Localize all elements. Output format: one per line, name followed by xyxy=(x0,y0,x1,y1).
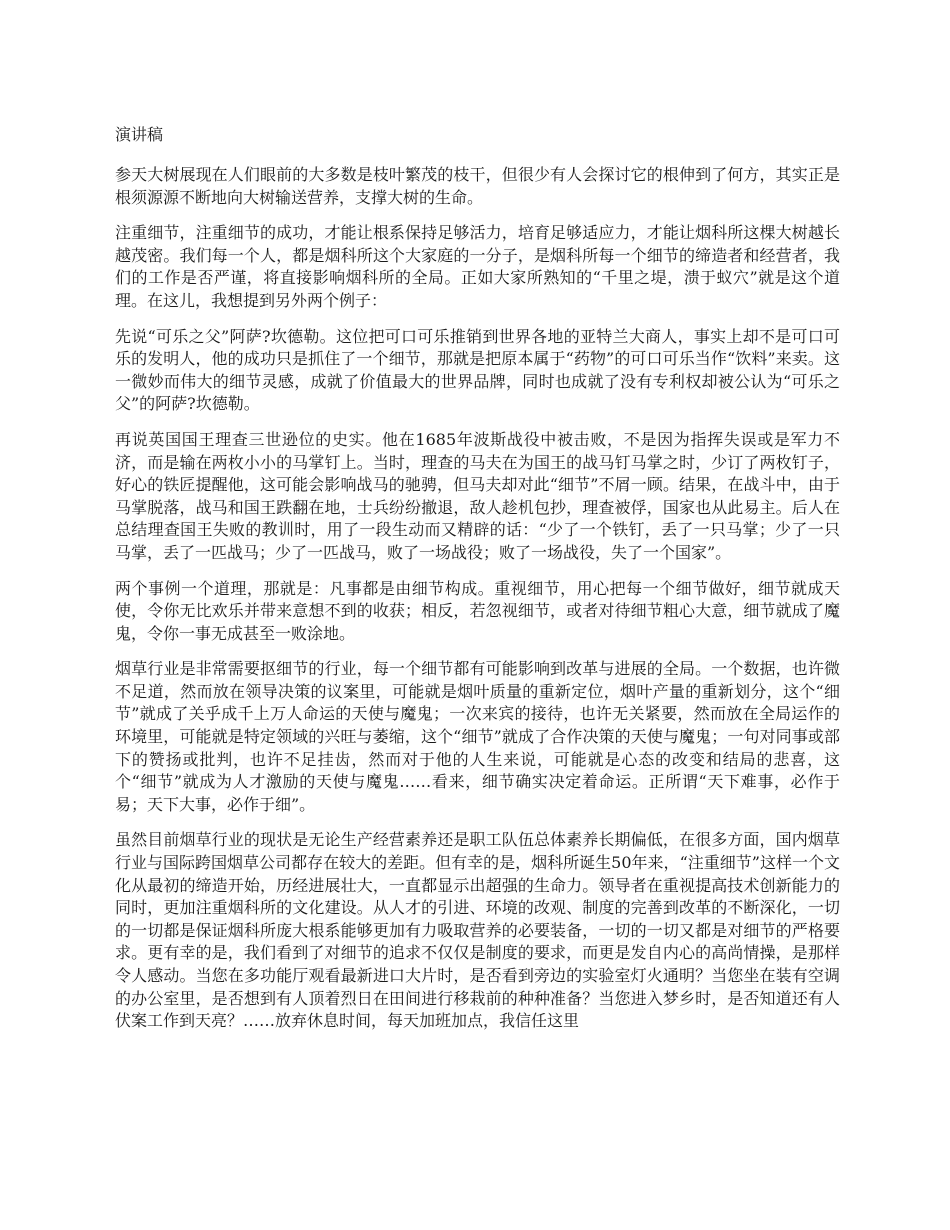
document-page xyxy=(115,122,840,1046)
paragraph-intro: 参天大树展现在人们眼前的大多数是枝叶繁茂的枝干，但很少有人会探讨它的根伸到了何方，其实正是根须源源不断地向大树输送营养，支撑大树的生命。 xyxy=(115,165,840,207)
paragraph-lesson: 两个事例一个道理，那就是：凡事都是由细节构成。重视细节，用心把每一个细节做好，细节就成天使，令你无比欢乐并带来意想不到的收获；相反，若忽视细节，或者对待细节粗心大意，细节就成了魔鬼，令你一事无成甚至一败涂地。 xyxy=(115,578,840,643)
paragraph-richard-iii-example: 再说英国国王理查三世逊位的史实。他在1685年波斯战役中被击败，不是因为指挥失误或是军力不济，而是输在两枚小小的马掌钉上。当时，理查的马夫在为国王的战马钉马掌之时，少订了两枚钉子，好心的铁匠提醒他，这可能会影响战马的驰骋，但马夫却对此“细节”不屑一顾。结果，在战斗中，由于马掌脱落，战马和国王跌翻在地，士兵纷纷撤退，敌人趁机包抄，理查被俘，国家也从此易主。后人在总结理查国王失败的教训时，用了一段生动而又精辟的话：“少了一个铁钉，丢了一只马掌；少了一只马掌，丢了一匹战马；少了一匹战马，败了一场战役；败了一场战役，失了一个国家”。 xyxy=(115,429,840,562)
paragraph-coca-cola-example: 先说“可乐之父”阿萨?坎德勒。这位把可口可乐推销到世界各地的亚特兰大商人，事实上却不是可口可乐的发明人，他的成功只是抓住了一个细节，那就是把原本属于“药物”的可口可乐当作“饮料”来卖。这一微妙而伟大的细节灵感，成就了价值最大的世界品牌，同时也成就了没有专利权却被公认为“可乐之父”的阿萨?坎德勒。 xyxy=(115,326,840,414)
paragraph-attention-to-detail: 注重细节，注重细节的成功，才能让根系保持足够活力，培育足够适应力，才能让烟科所这棵大树越长越茂密。我们每一个人，都是烟科所这个大家庭的一分子，是烟科所每一个细节的缔造者和经营者，我们的工作是否严谨，将直接影响烟科所的全局。正如大家所熟知的“千里之堤，溃于蚁穴”就是这个道理。在这儿，我想提到另外两个例子： xyxy=(115,223,840,310)
paragraph-institute-culture: 虽然目前烟草行业的现状是无论生产经营素养还是职工队伍总体素养长期偏低，在很多方面，国内烟草行业与国际跨国烟草公司都存在较大的差距。但有幸的是，烟科所诞生50年来，“注重细节”这样一个文化从最初的缔造开始，历经进展壮大，一直都显示出超强的生命力。领导者在重视提高技术创新能力的同时，更加注重烟科所的文化建设。从人才的引进、环境的改观、制度的完善到改革的不断深化，一切的一切都是保证烟科所庞大根系能够更加有力吸取营养的必要装备，一切的一切又都是对细节的严格要求。更有幸的是，我们看到了对细节的追求不仅仅是制度的要求，而更是发自内心的高尚情操，是那样令人感动。当您在多功能厅观看最新进口大片时，是否看到旁边的实验室灯火通明？当您坐在装有空调的办公室里，是否想到有人顶着烈日在田间进行移栽前的种种准备？当您进入梦乡时，是否知道还有人伏案工作到天亮？……放弃休息时间，每天加班加点，我信任这里 xyxy=(115,830,840,1031)
document-title: 演讲稿 xyxy=(115,125,164,144)
paragraph-tobacco-industry: 烟草行业是非常需要抠细节的行业，每一个细节都有可能影响到改革与进展的全局。一个数据，也许微不足道，然而放在领导决策的议案里，可能就是烟叶质量的重新定位，烟叶产量的重新划分，这个“细节”就成了关乎成千上万人命运的天使与魔鬼；一次来宾的接待，也许无关紧要，然而放在全局运作的环境里，可能就是特定领域的兴旺与萎缩，这个“细节”就成了合作决策的天使与魔鬼；一句对同事或部下的赞扬或批判，也许不足挂齿，然而对于他的人生来说，可能就是心态的改变和结局的悲喜，这个“细节”就成为人才激励的天使与魔鬼……看来，细节确实决定着命运。正所谓“天下难事，必作于易；天下大事，必作于细”。 xyxy=(115,659,840,814)
